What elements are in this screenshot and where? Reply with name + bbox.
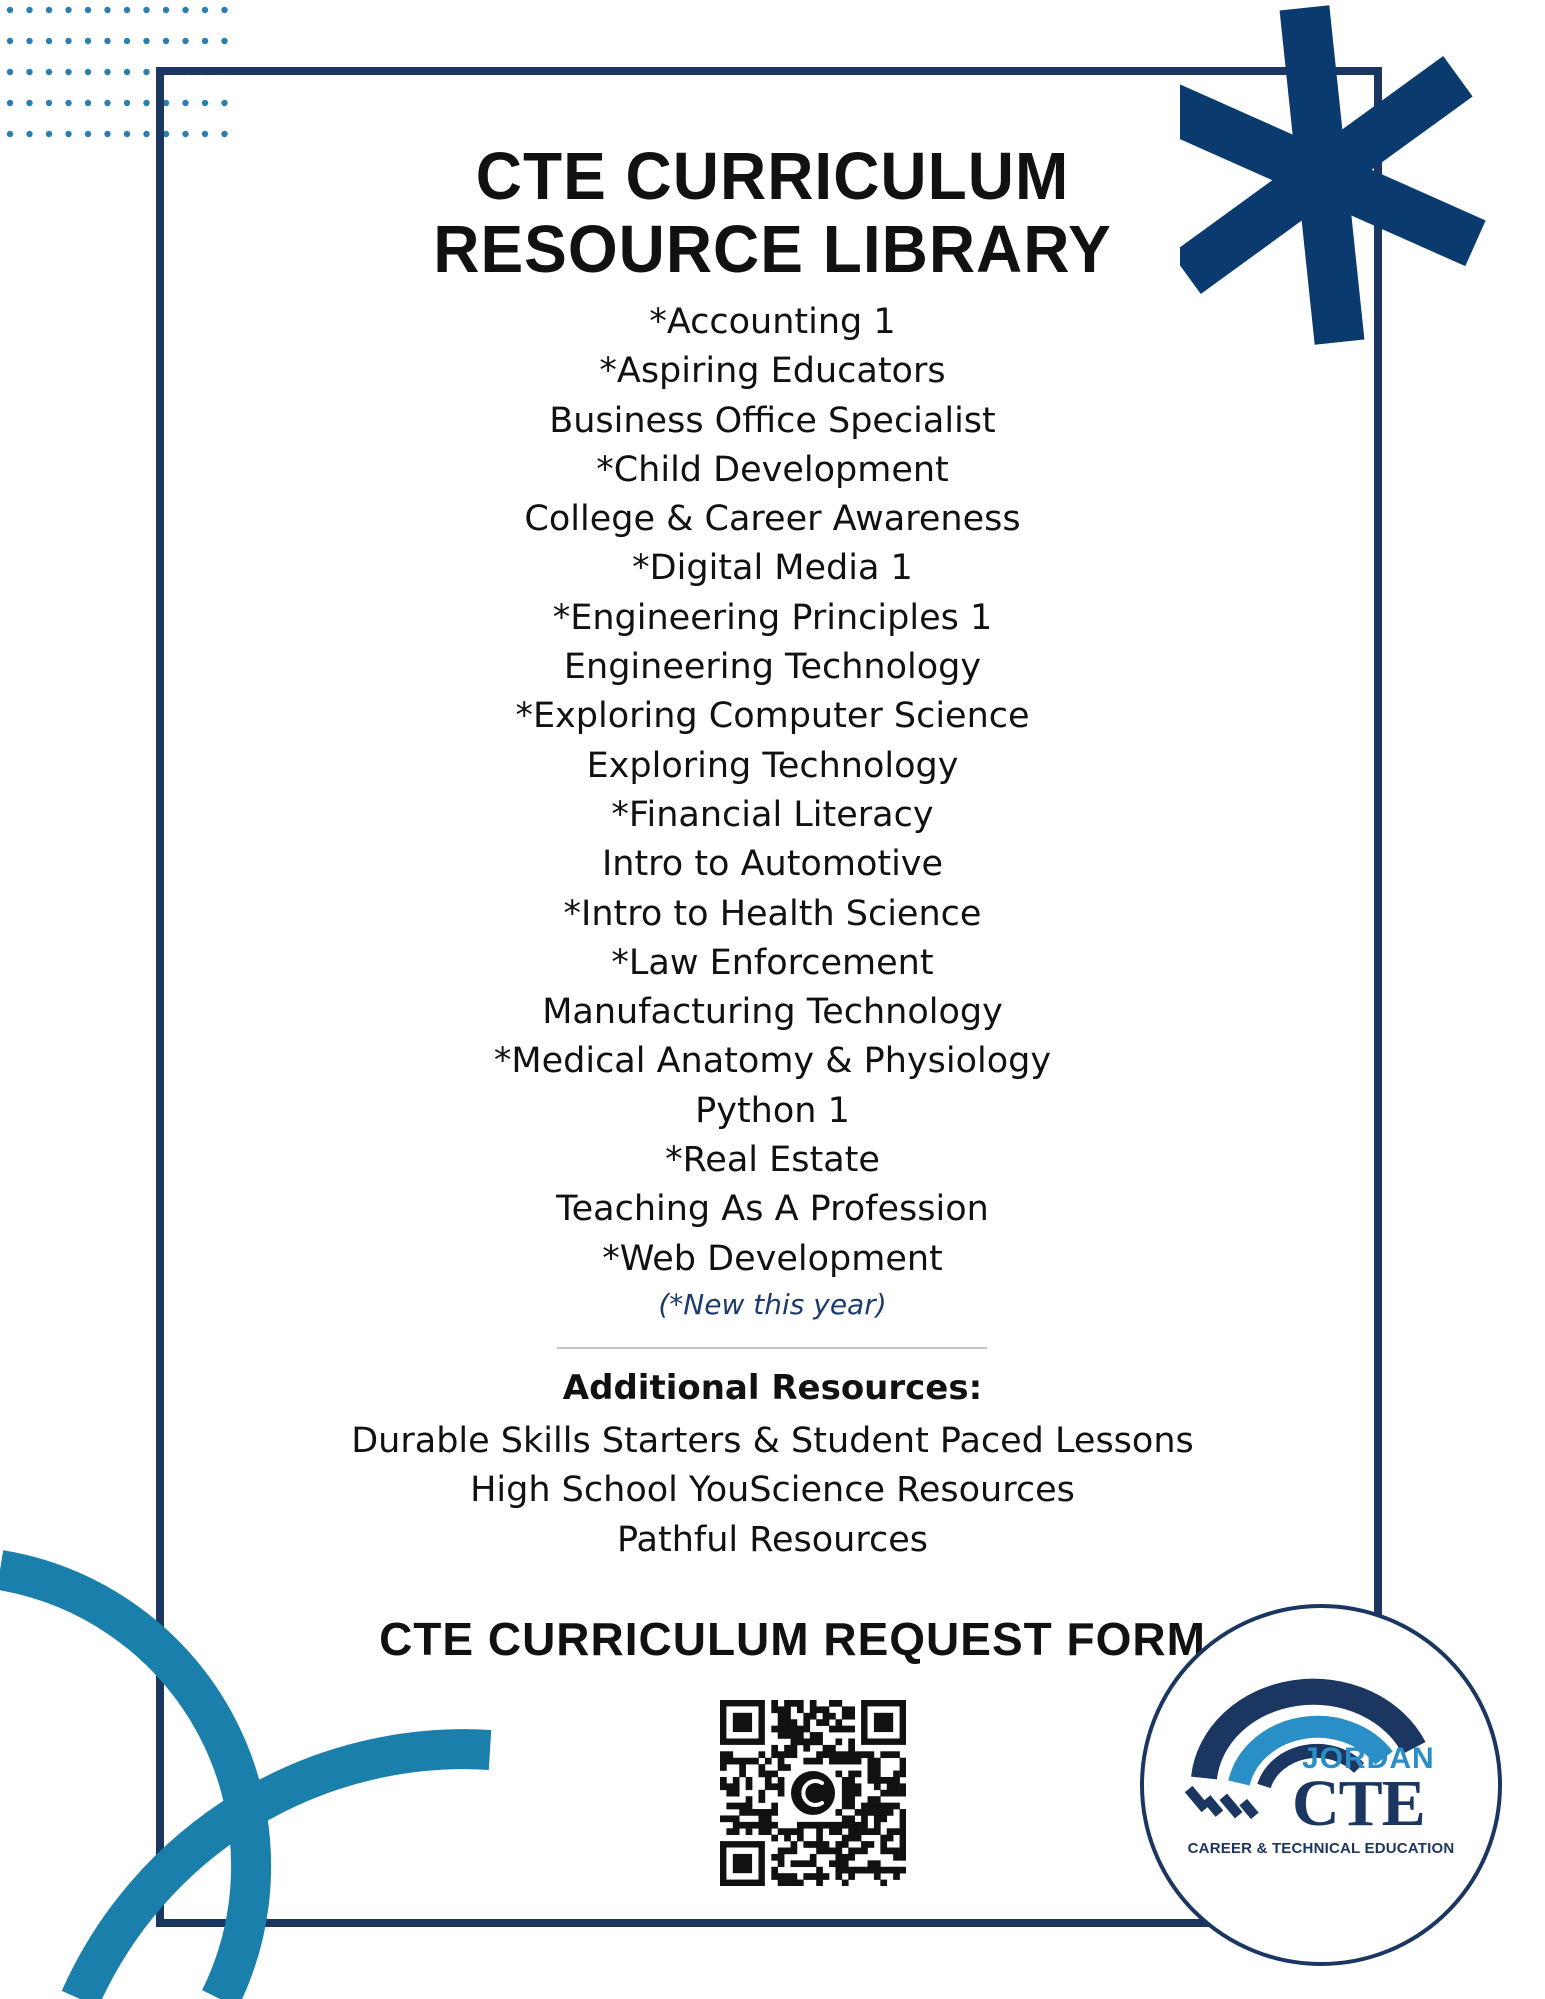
course-item: *Medical Anatomy & Physiology <box>493 1041 1052 1082</box>
qr-finder-pattern <box>864 1703 902 1741</box>
course-list <box>300 298 1245 1284</box>
course-item: *Intro to Health Science <box>563 893 982 934</box>
course-item: Python 1 <box>695 1090 850 1131</box>
page-title <box>300 140 1245 286</box>
course-item: *Web Development <box>602 1238 943 1279</box>
additional-resources-list <box>300 1417 1245 1565</box>
new-this-year-note: (*New this year) <box>658 1288 887 1321</box>
course-item: *Accounting 1 <box>649 302 896 342</box>
course-item: *Child Development <box>596 449 949 490</box>
course-item: *Law Enforcement <box>611 942 934 983</box>
logo-cte-text: CTE <box>1292 1767 1425 1840</box>
logo-tagline: CAREER & TECHNICAL EDUCATION <box>1187 1840 1455 1857</box>
course-item: Manufacturing Technology <box>542 992 1003 1033</box>
qr-code[interactable] <box>720 1700 906 1886</box>
divider <box>557 1347 987 1349</box>
canva-c-icon <box>791 1771 835 1815</box>
course-item: College & Career Awareness <box>524 499 1021 540</box>
course-item: *Real Estate <box>665 1140 880 1181</box>
course-item: *Exploring Computer Science <box>515 696 1030 737</box>
additional-resource-item: Pathful Resources <box>617 1519 928 1560</box>
course-item: Business Office Specialist <box>549 400 996 441</box>
qr-finder-pattern <box>723 1703 761 1741</box>
additional-resource-item: High School YouScience Resources <box>470 1470 1075 1511</box>
request-form-title[interactable]: CTE CURRICULUM REQUEST FORM <box>379 1613 1206 1665</box>
course-item: *Aspiring Educators <box>599 351 946 392</box>
additional-resources-heading: Additional Resources: <box>562 1368 983 1408</box>
course-item: Teaching As A Profession <box>556 1189 989 1230</box>
title-line-2: RESOURCE LIBRARY <box>433 211 1112 287</box>
logo-jordan-text: JORDAN <box>1302 1742 1435 1775</box>
additional-resource-item: Durable Skills Starters & Student Paced Lessons <box>351 1421 1194 1461</box>
title-line-1: CTE CURRICULUM <box>475 138 1070 214</box>
course-item: Engineering Technology <box>563 647 982 688</box>
course-item: Intro to Automotive <box>601 844 944 885</box>
qr-finder-pattern <box>723 1844 761 1882</box>
jordan-cte-logo <box>1140 1604 1502 1966</box>
course-item: *Engineering Principles 1 <box>552 597 993 638</box>
course-item: *Digital Media 1 <box>632 548 913 589</box>
course-item: Exploring Technology <box>586 745 959 786</box>
course-item: *Financial Literacy <box>611 794 934 835</box>
